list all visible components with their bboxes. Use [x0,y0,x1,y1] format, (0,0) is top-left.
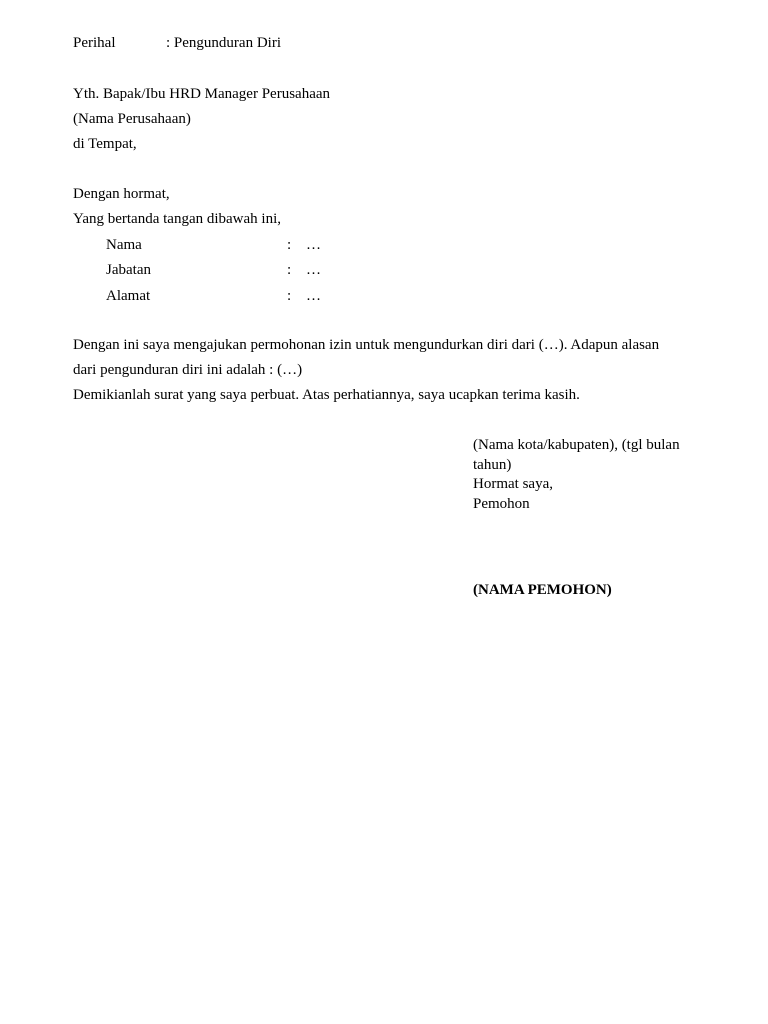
field-value-jabatan: … [306,262,321,278]
recipient-line-3: di Tempat, [73,136,137,152]
intro-line: Yang bertanda tangan dibawah ini, [73,211,282,227]
body-line-2: dari pengunduran diri ini adalah : (…) [73,362,303,378]
field-colon: : [287,237,292,253]
signer-name: (NAMA PEMOHON) [473,582,612,598]
field-value-nama: … [306,237,321,253]
field-label-alamat: Alamat [106,288,151,304]
field-label-nama: Nama [106,237,142,253]
field-colon: : [287,288,292,304]
regards: Hormat saya, [473,476,553,492]
subject-label: Perihal [73,35,116,51]
signer-role: Pemohon [473,495,530,512]
greeting: Dengan hormat, [73,186,170,202]
field-colon: : [287,262,292,278]
recipient-line-1: Yth. Bapak/Ibu HRD Manager Perusahaan [73,86,331,102]
signature-block [473,436,713,514]
body-line-1: Dengan ini saya mengajukan permohonan izin untuk mengundurkan diri dari (…). Adapun alasan [73,337,660,353]
field-label-jabatan: Jabatan [106,262,151,278]
closing-line: Demikianlah surat yang saya perbuat. Atas perhatiannya, saya ucapkan terima kasih. [73,387,580,403]
subject-value: : Pengunduran Diri [166,35,281,51]
place-date: (Nama kota/kabupaten), (tgl bulan tahun) [473,437,680,473]
recipient-line-2: (Nama Perusahaan) [73,111,191,127]
field-value-alamat: … [306,288,321,304]
